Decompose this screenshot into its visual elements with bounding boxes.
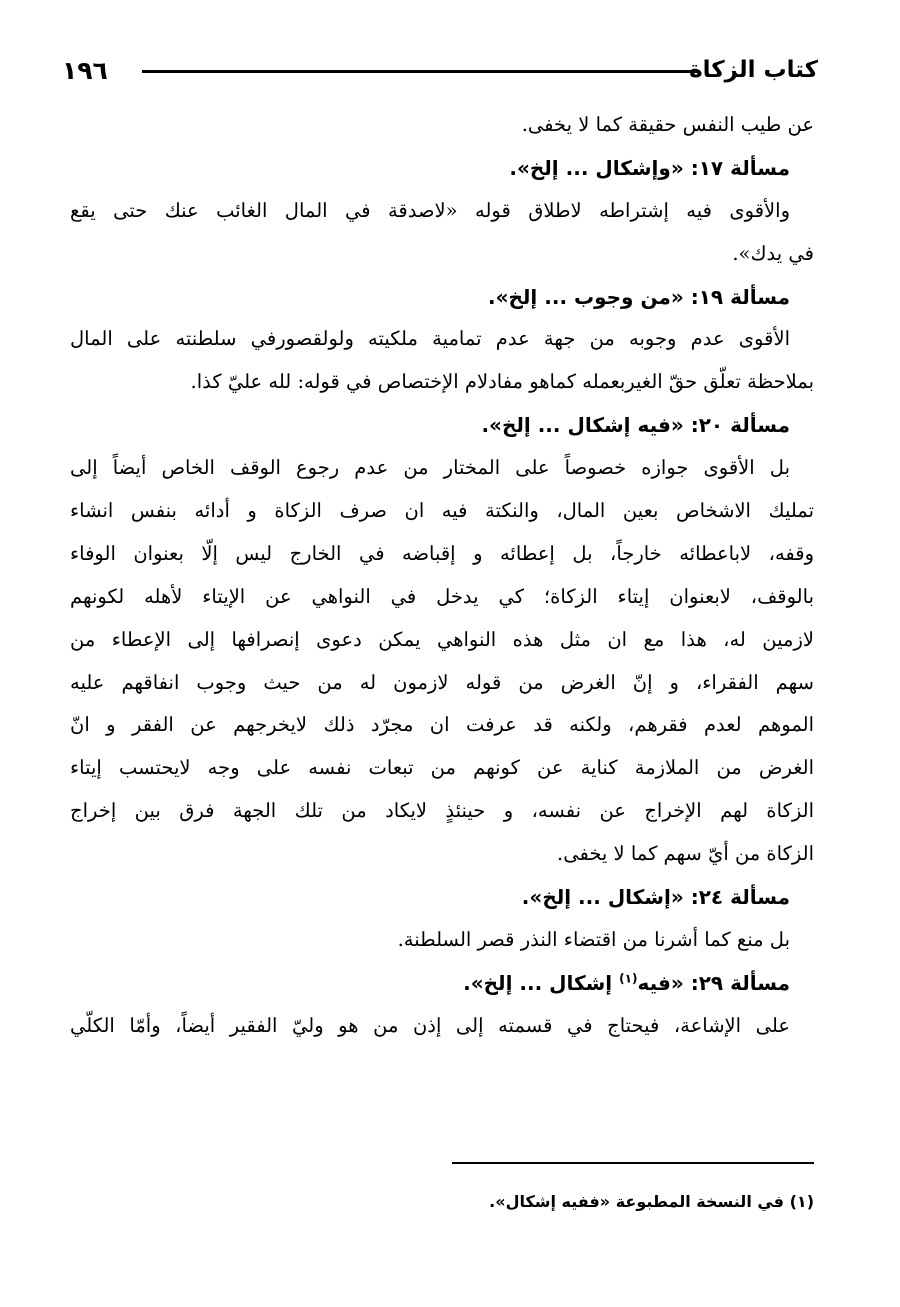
section-heading: مسألة ٢٤: «إشكال ... إلخ».	[521, 885, 790, 910]
text-line: وقفه، لاباعطائه خارجاً، بل إعطائه و إقباضه في الخارج ليس إلّا بعنوان الوفاء	[70, 541, 814, 565]
text-line: بل الأقوى جوازه خصوصاً على المختار من عدم رجوع الوقف الخاص أيضاً إلى	[70, 456, 790, 480]
page-header	[62, 50, 818, 90]
text-line: والأقوى فيه إشتراطه لاطلاق قوله «لاصدقة في المال الغائب عنك حتى يقع	[70, 198, 790, 222]
page-number: ١٩٦	[62, 56, 108, 85]
section-heading: مسألة ١٩: «من وجوب ... إلخ».	[487, 284, 790, 309]
text-line: بل منع كما أشرنا من اقتضاء النذر قصر السلطنة.	[397, 927, 790, 951]
text-line: بملاحظة تعلّق حقّ الغيربعمله كماهو مفادلام الإختصاص في قوله: لله عليّ كذا.	[190, 370, 814, 394]
text-line: الأقوى عدم وجوبه من جهة عدم تمامية ملكيته ولولقصورفي سلطنته على المال	[70, 327, 790, 351]
footnote-rule	[452, 1162, 814, 1164]
text-line: على الإشاعة، فيحتاج في قسمته إلى إذن من هو وليّ الفقير أيضاً، وأمّا الكلّي	[70, 1013, 790, 1037]
text-line: الغرض من الملازمة كناية عن كونهم من تبعات نفسه على وجه لايحتسب إيتاء	[70, 756, 814, 780]
text-line: الزكاة من أيّ سهم كما لا يخفى.	[557, 842, 814, 866]
footnote: (١) في النسخة المطبوعة «ففيه إشكال».	[489, 1192, 814, 1211]
body-text	[70, 104, 814, 1048]
text-line: في يدك».	[732, 241, 814, 265]
footnote-marker: (١)	[619, 971, 638, 986]
text-line: عن طيب النفس حقيقة كما لا يخفى.	[521, 113, 814, 136]
section-heading: مسألة ١٧: «وإشكال ... إلخ».	[509, 155, 790, 180]
text-line: الزكاة لهم الإخراج عن نفسه، و حينئذٍ لايكاد من تلك الجهة فرق بين إخراج	[70, 799, 814, 823]
text-line: الموهم لعدم فقرهم، ولكنه قد عرفت ان مجرّد ذلك لايخرجهم عن الفقر و انّ	[70, 713, 814, 737]
text-line: بالوقف، لابعنوان إيتاء الزكاة؛ كي يدخل في النواهي عن الإيتاء لأهله لكونهم	[70, 584, 814, 608]
section-heading: مسألة ٢٠: «فيه إشكال ... إلخ».	[481, 413, 790, 438]
text-line: لازمين له، هذا مع ان مثل هذه النواهي يمكن دعوى إنصرافها إلى الإعطاء من	[70, 627, 814, 651]
book-title: كتاب الزكاة	[689, 57, 818, 83]
text-line: سهم الفقراء، و إنّ الغرض من قوله لازمون له من حيث وجوب انفاقهم عليه	[70, 670, 814, 694]
heading-text: إشكال ... إلخ».	[463, 970, 613, 995]
heading-text: مسألة ٢٩: «فيه	[637, 970, 790, 995]
text-line: تمليك الاشخاص بعين المال، والنكتة فيه ان صرف الزكاة و أدائه بنفس انشاء	[70, 499, 814, 523]
section-heading	[70, 962, 814, 1005]
header-rule	[142, 70, 700, 73]
